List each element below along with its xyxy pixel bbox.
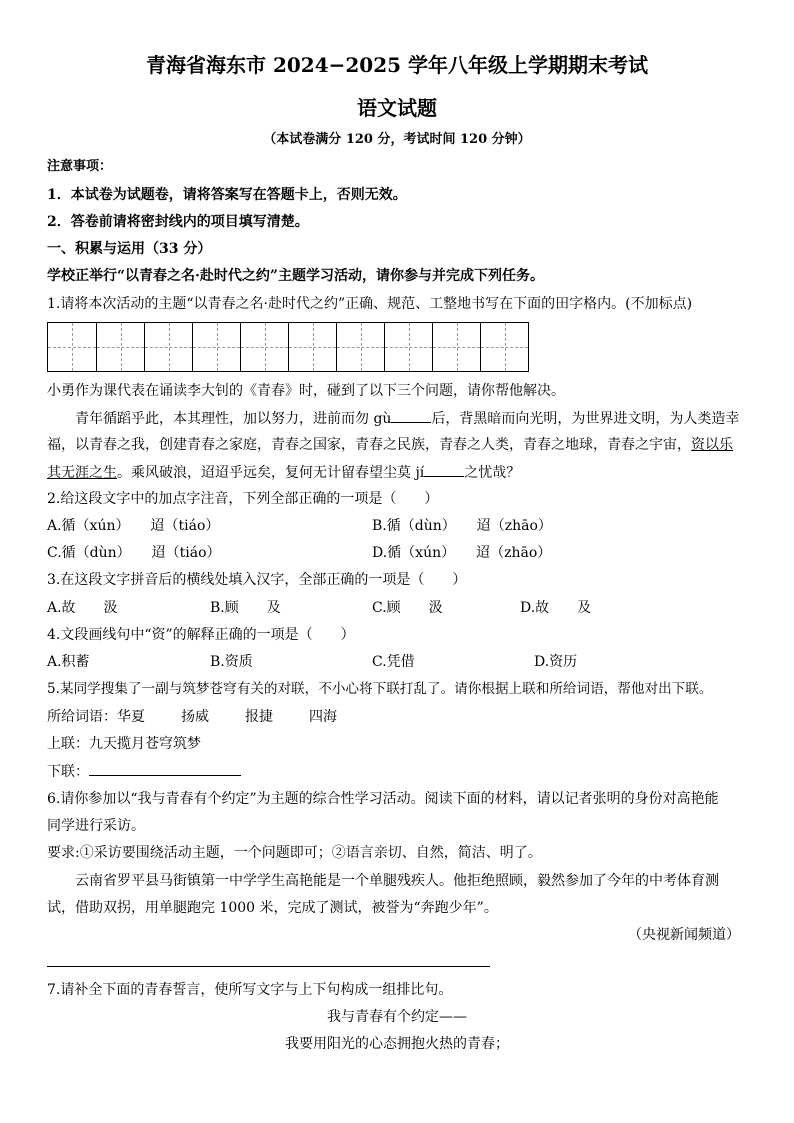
- exam-info: （本试卷满分 120 分，考试时间 120 分钟）: [263, 132, 531, 147]
- given-word: 四海: [309, 709, 337, 725]
- question-3: 3.在这段文字拼音后的横线处填入汉字，全部正确的一项是（ ）: [47, 572, 467, 588]
- pledge-line-1: 我与青春有个约定——: [327, 1009, 467, 1025]
- answer-line[interactable]: [47, 966, 490, 967]
- q3-option-d[interactable]: D.故 及: [520, 600, 592, 616]
- grid-cell[interactable]: [432, 323, 480, 371]
- lower-couplet: [47, 761, 241, 782]
- answer-line[interactable]: [89, 761, 241, 776]
- question-4: 4.文段画线句中“资”的解释正确的一项是（ ）: [47, 627, 355, 643]
- passage-line-1: [75, 408, 739, 429]
- upper-couplet: 上联：九天揽月苍穹筑梦: [47, 736, 201, 752]
- q6-material-line-2: 试，借助双拐，用单腿跑完 1000 米，完成了测试，被誉为“奔跑少年”。: [47, 900, 498, 916]
- question-2: 2.给这段文字中的加点字注音，下列全部正确的一项是（ ）: [47, 491, 439, 507]
- question-6-line-1: 6.请你参加以“我与青春有个约定”为主题的综合性学习活动。阅读下面的材料，请以记者张明的身份对高艳能: [47, 791, 719, 807]
- fill-blank-gu[interactable]: [391, 408, 431, 423]
- passage-text: 之忧哉？: [464, 465, 521, 481]
- question-6-line-2: 同学进行采访。: [47, 818, 145, 834]
- grid-cell[interactable]: [288, 323, 336, 371]
- q4-option-c[interactable]: C.凭借: [372, 654, 415, 670]
- q2-option-c[interactable]: C.循（dùn） 迢（tiáo）: [47, 545, 221, 561]
- exam-title: 青海省海东市 2024−2025 学年八年级上学期期末考试: [145, 53, 648, 77]
- passage-text: 福，以青春之我，创建青春之家庭，青春之国家，青春之民族，青春之人类，青春之地球，青春之宇宙，: [47, 437, 691, 453]
- passage-text: 后，背黑暗而向光明，为世界进文明，为人类造幸: [431, 411, 740, 427]
- q2-option-b[interactable]: B.循（dùn） 迢（zhāo）: [372, 518, 552, 534]
- tianzige-grid[interactable]: [47, 322, 529, 372]
- q6-source: （央视新闻频道）: [628, 927, 740, 943]
- notes-heading: 注意事项：: [47, 159, 113, 174]
- underlined-sentence: 资以乐: [691, 437, 733, 453]
- grid-cell[interactable]: [144, 323, 192, 371]
- given-word: 华夏: [117, 709, 145, 725]
- question-1: 1.请将本次活动的主题“以青春之名·赴时代之约”正确、规范、工整地书写在下面的田字格内。(不加标点): [47, 296, 693, 312]
- given-words: [47, 707, 337, 727]
- q3-option-b[interactable]: B.顾 及: [210, 600, 281, 616]
- q2-option-a[interactable]: A.循（xún） 迢（tiáo）: [47, 518, 220, 534]
- q3-option-a[interactable]: A.故 汲: [47, 600, 118, 616]
- note-item-2: 2．答卷前请将密封线内的项目填写清楚。: [47, 214, 309, 230]
- grid-cell[interactable]: [384, 323, 432, 371]
- grid-cell[interactable]: [336, 323, 384, 371]
- q3-option-c[interactable]: C.顾 汲: [372, 600, 443, 616]
- fill-blank-ji[interactable]: [424, 462, 464, 477]
- given-words-label: 所给词语：: [47, 709, 117, 725]
- lower-couplet-label: 下联：: [47, 764, 89, 780]
- underlined-sentence: 其无涯之生: [47, 465, 117, 481]
- q6-requirement: 要求:①采访要围绕活动主题，一个问题即可；②语言亲切、自然，简洁、明了。: [47, 845, 542, 861]
- passage-text: 青年循蹈乎此，本其理性，加以努力，进前而勿 gù: [75, 411, 392, 427]
- q4-option-b[interactable]: B.资质: [210, 654, 253, 670]
- grid-cell[interactable]: [96, 323, 144, 371]
- section1-heading: 一、积累与运用（33 分）: [47, 241, 212, 257]
- note-item-1: 1．本试卷为试题卷，请将答案写在答题卡上，否则无效。: [47, 187, 407, 203]
- passage-line-2: [47, 435, 733, 455]
- q2-option-d[interactable]: D.循（xún） 迢（zhāo）: [372, 545, 552, 561]
- question-7: 7.请补全下面的青春誓言，使所写文字与上下句构成一组排比句。: [47, 982, 453, 998]
- passage-line-3: [47, 462, 520, 483]
- grid-cell[interactable]: [192, 323, 240, 371]
- grid-cell[interactable]: [480, 323, 528, 371]
- q4-option-d[interactable]: D.资历: [534, 654, 578, 670]
- passage-text: 。乘风破浪，迢迢乎远矣，复何无计留春望尘莫 jí: [117, 465, 425, 481]
- section1-intro: 学校正举行“以青春之名·赴时代之约”主题学习活动，请你参与并完成下列任务。: [47, 268, 544, 284]
- q6-material-line-1: 云南省罗平县马街镇第一中学学生高艳能是一个单腿残疾人。他拒绝照顾，毅然参加了今年的中考体育测: [75, 873, 719, 889]
- pledge-line-2: 我要用阳光的心态拥抱火热的青春；: [285, 1036, 509, 1052]
- question-5: 5.某同学搜集了一副与筑梦苍穹有关的对联，不小心将下联打乱了。请你根据上联和所给词语，帮他对出下联。: [47, 681, 713, 697]
- subject-title: 语文试题: [357, 96, 437, 120]
- grid-cell[interactable]: [48, 323, 96, 371]
- q4-option-a[interactable]: A.积蓄: [47, 654, 90, 670]
- grid-cell[interactable]: [240, 323, 288, 371]
- context-text: 小勇作为课代表在诵读李大钊的《青春》时，碰到了以下三个问题，请你帮他解决。: [47, 383, 565, 399]
- given-word: 扬威: [181, 709, 209, 725]
- given-word: 报捷: [245, 709, 273, 725]
